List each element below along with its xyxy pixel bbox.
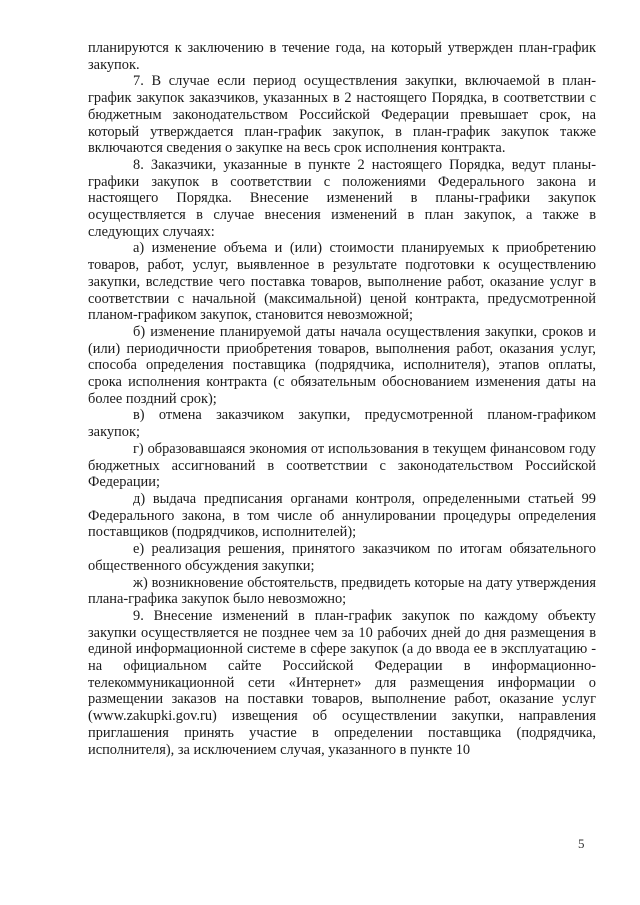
paragraph-8-v: в) отмена заказчиком закупки, предусмотренной планом-графиком закупок; [88,407,596,441]
paragraph-8-zh: ж) возникновение обстоятельств, предвидеть которые на дату утверждения плана-графика закупок было невозможно; [88,574,596,608]
paragraph-8: 8. Заказчики, указанные в пункте 2 настоящего Порядка, ведут планы-графики закупок в соответствии с положениями Федерального закона и настоящего Порядка. Внесение изменений в планы-графики закупок осуществляется в случае внесения изменений в план закупок, а также в следующих случаях: [88,156,596,240]
paragraph-8-g: г) образовавшаяся экономия от использования в текущем финансовом году бюджетных ассигнований в соответствии с законодательством Российской Федерации; [88,440,596,491]
paragraph-9: 9. Внесение изменений в план-график закупок по каждому объекту закупки осуществляется не позднее чем за 10 рабочих дней до дня размещения в единой информационной системе в сфере закупок (а до ввода ее в эксплуатацию - на официальном сайте Российской Федерации в информационно-телекоммуникационной сети «Интернет» для размещения информации о размещении заказов на поставки товаров, выполнение работ, оказание услуг (www.zakupki.gov.ru) извещения об осуществлении закупки, направления приглашения принять участие в определении поставщика (подрядчика, исполнителя), за исключением случая, указанного в пункте 10 [88,607,596,758]
document-body [88,40,596,758]
paragraph-8-d: д) выдача предписания органами контроля, определенными статьей 99 Федерального закона, в том числе об аннулировании процедуры определения поставщиков (подрядчиков, исполнителей); [88,490,596,541]
paragraph-8-a: а) изменение объема и (или) стоимости планируемых к приобретению товаров, работ, услуг, выявленное в результате подготовки к осуществлению закупки, вследствие чего поставка товаров, выполнение работ, оказание услуг в соответствии с начальной (максимальной) ценой контракта, предусмотренной планом-графиком закупок, становится невозможной; [88,240,596,324]
paragraph-continuation: планируются к заключению в течение года, на который утвержден план-график закупок. [88,40,596,73]
paragraph-8-b: б) изменение планируемой даты начала осуществления закупки, сроков и (или) периодичности приобретения товаров, выполнения работ, оказания услуг, способа определения поставщика (подрядчика, исполнителя), этапов оплаты, срока исполнения контракта (с обязательным обоснованием изменения даты на более поздний срок); [88,323,596,407]
paragraph-8-e: е) реализация решения, принятого заказчиком по итогам обязательного общественного обсуждения закупки; [88,541,596,574]
page-number: 5 [578,836,585,851]
paragraph-7: 7. В случае если период осуществления закупки, включаемой в план-график закупок заказчиков, указанных в 2 настоящего Порядка, в соответствии с бюджетным законодательством Российской Федерации превышает срок, на который утверждается план-график закупок, в план-график закупок также включаются сведения о закупке на весь срок исполнения контракта. [88,73,596,157]
